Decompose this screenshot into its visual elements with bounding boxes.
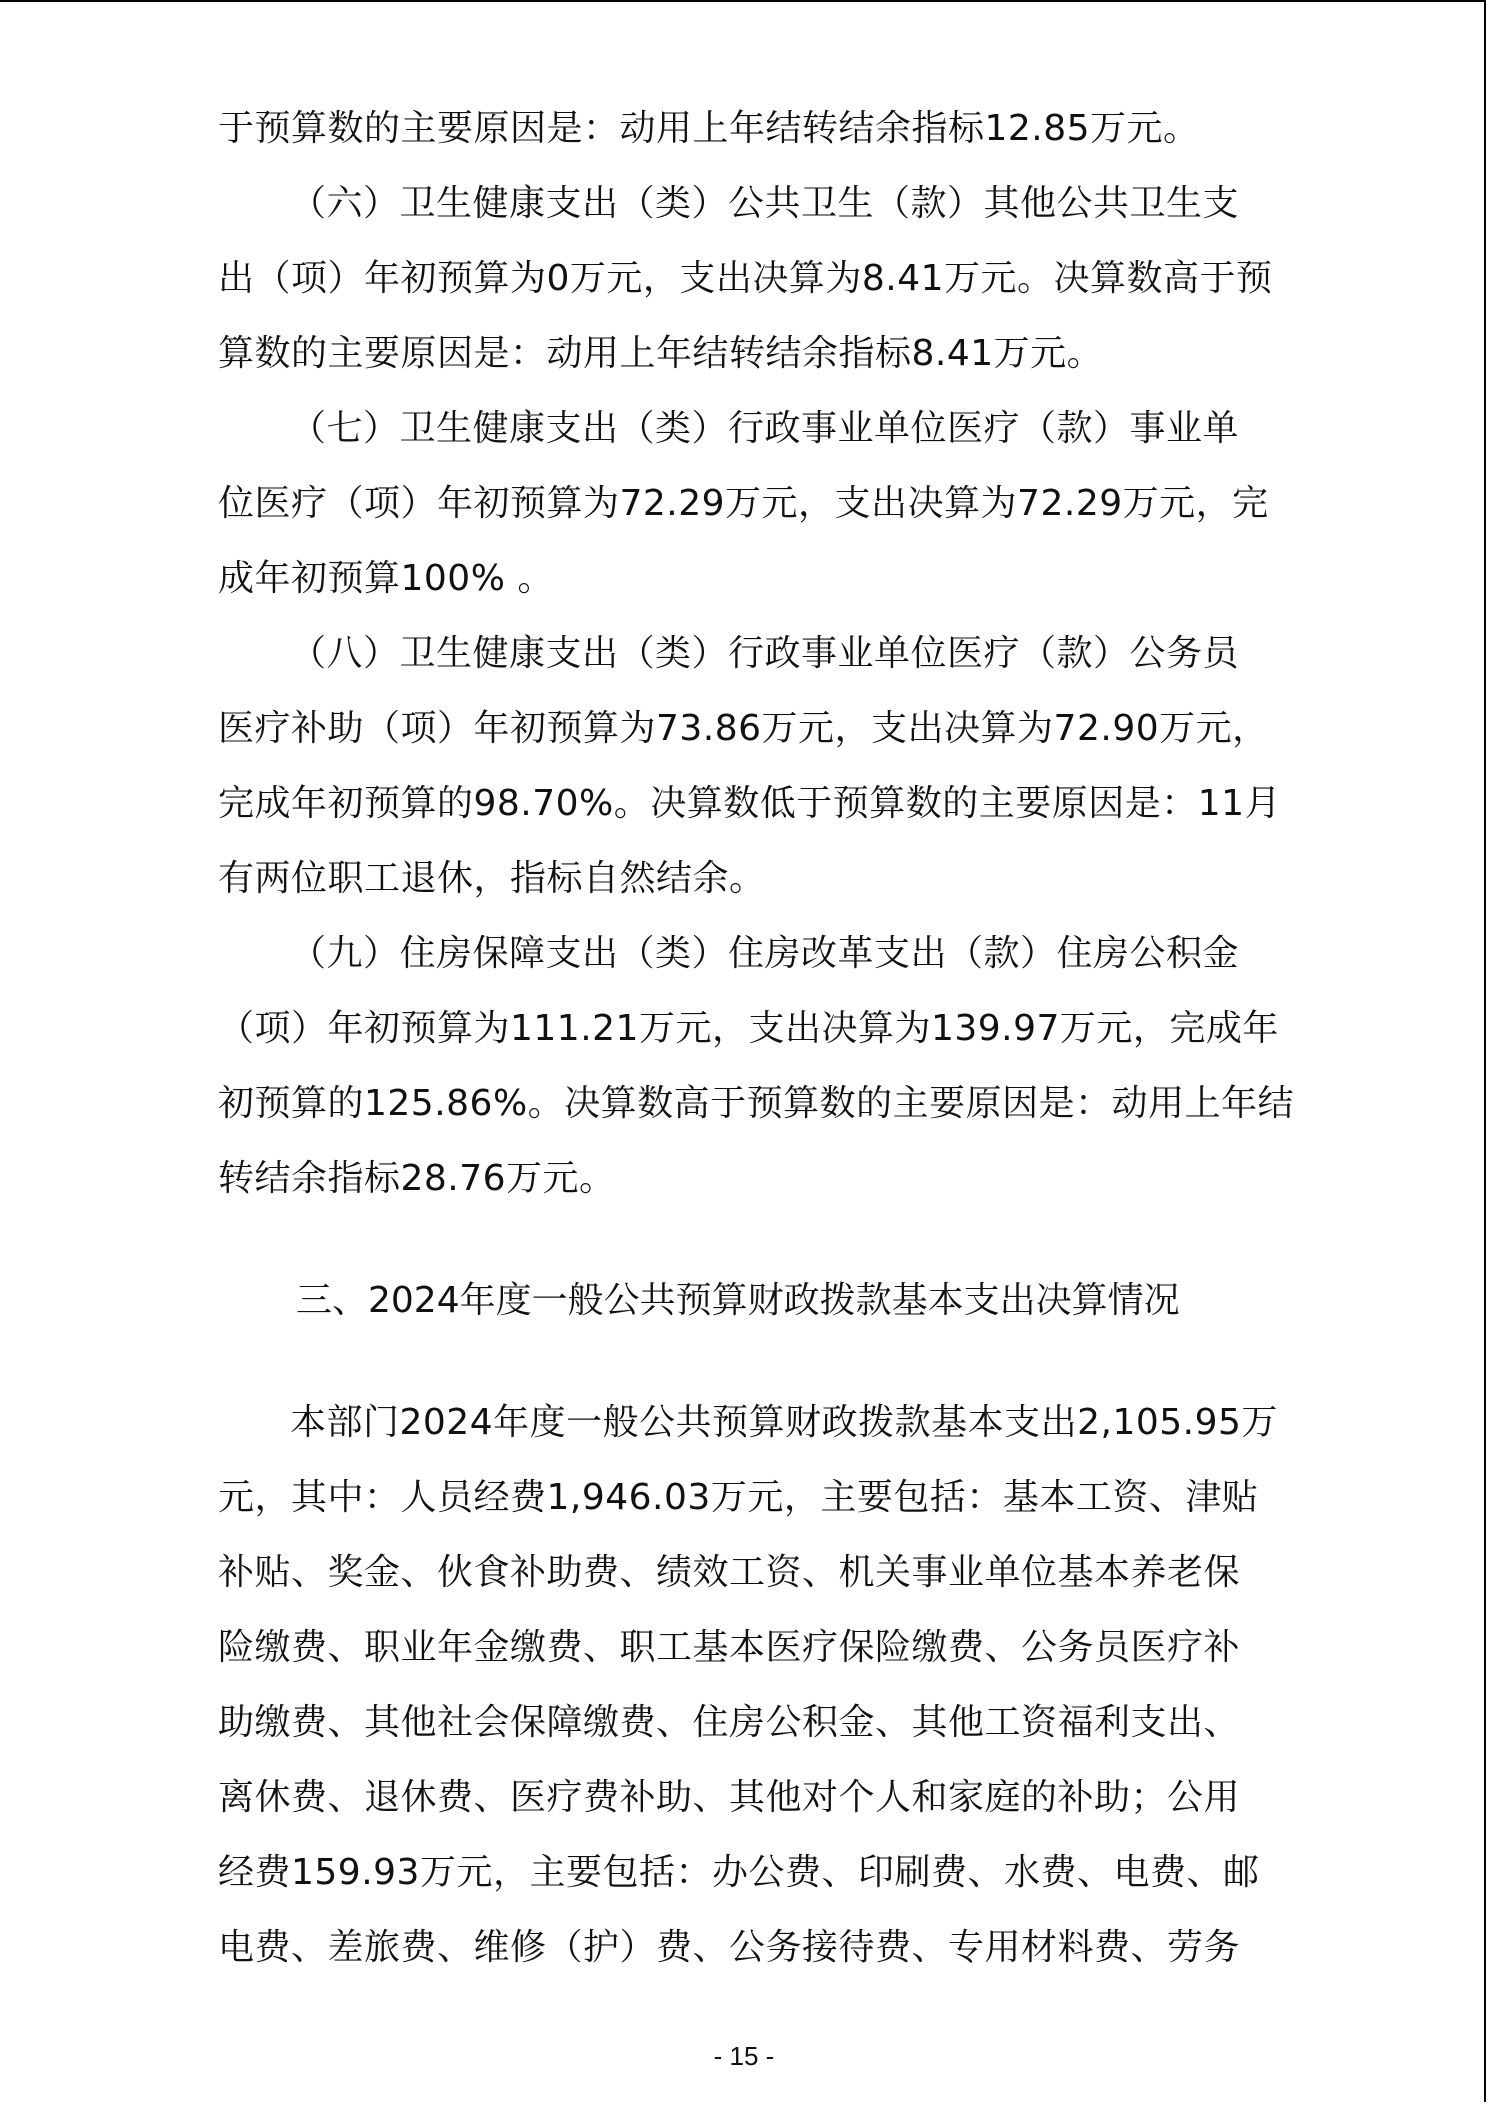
text-line: 转结余指标28.76万元。 bbox=[218, 1158, 616, 1199]
text-line: 医疗补助（项）年初预算为73.86万元，支出决算为72.90万元， bbox=[218, 708, 1269, 749]
spacer bbox=[218, 1346, 1286, 1393]
text-line: 险缴费、职业年金缴费、职工基本医疗保险缴费、公务员医疗补 bbox=[218, 1627, 1241, 1668]
text-line: 经费159.93万元，主要包括：办公费、印刷费、水费、电费、邮 bbox=[218, 1852, 1260, 1893]
text-line: 成年初预算100% 。 bbox=[218, 558, 554, 599]
text-line: 有两位职工退休，指标自然结余。 bbox=[218, 858, 766, 899]
text-line: 离休费、退休费、医疗费补助、其他对个人和家庭的补助；公用 bbox=[218, 1777, 1241, 1818]
page-number: - 15 - bbox=[713, 2041, 775, 2071]
text-line: （项）年初预算为111.21万元，支出决算为139.97万元，完成年 bbox=[218, 1008, 1279, 1049]
text-line: 助缴费、其他社会保障缴费、住房公积金、其他工资福利支出、 bbox=[218, 1702, 1241, 1743]
text-line: 初预算的125.86%。决算数高于预算数的主要原因是：动用上年结 bbox=[218, 1083, 1295, 1124]
text-line: 补贴、奖金、伙食补助费、绩效工资、机关事业单位基本养老保 bbox=[218, 1552, 1241, 1593]
text-line: 元，其中：人员经费1,946.03万元，主要包括：基本工资、津贴 bbox=[218, 1477, 1259, 1518]
text-line: （八）卫生健康支出（类）行政事业单位医疗（款）公务员 bbox=[290, 633, 1240, 674]
text-line: （七）卫生健康支出（类）行政事业单位医疗（款）事业单 bbox=[290, 408, 1240, 449]
text-line: 电费、差旅费、维修（护）费、公务接待费、专用材料费、劳务 bbox=[218, 1927, 1241, 1968]
spacer bbox=[218, 1224, 1286, 1271]
section-heading: 三、2024年度一般公共预算财政拨款基本支出决算情况 bbox=[296, 1280, 1180, 1321]
text-line: 算数的主要原因是：动用上年结转结余指标8.41万元。 bbox=[218, 333, 1104, 374]
text-line: 本部门2024年度一般公共预算财政拨款基本支出2,105.95万 bbox=[290, 1402, 1278, 1443]
text-line: （九）住房保障支出（类）住房改革支出（款）住房公积金 bbox=[290, 933, 1240, 974]
text-line: 位医疗（项）年初预算为72.29万元，支出决算为72.29万元，完 bbox=[218, 483, 1269, 524]
text-line: （六）卫生健康支出（类）公共卫生（款）其他公共卫生支 bbox=[290, 183, 1240, 224]
document-body bbox=[218, 99, 1295, 1993]
text-line: 出（项）年初预算为0万元，支出决算为8.41万元。决算数高于预 bbox=[218, 258, 1273, 299]
text-line: 完成年初预算的98.70%。决算数低于预算数的主要原因是：11月 bbox=[218, 783, 1282, 824]
text-line: 于预算数的主要原因是：动用上年结转结余指标12.85万元。 bbox=[218, 108, 1200, 149]
